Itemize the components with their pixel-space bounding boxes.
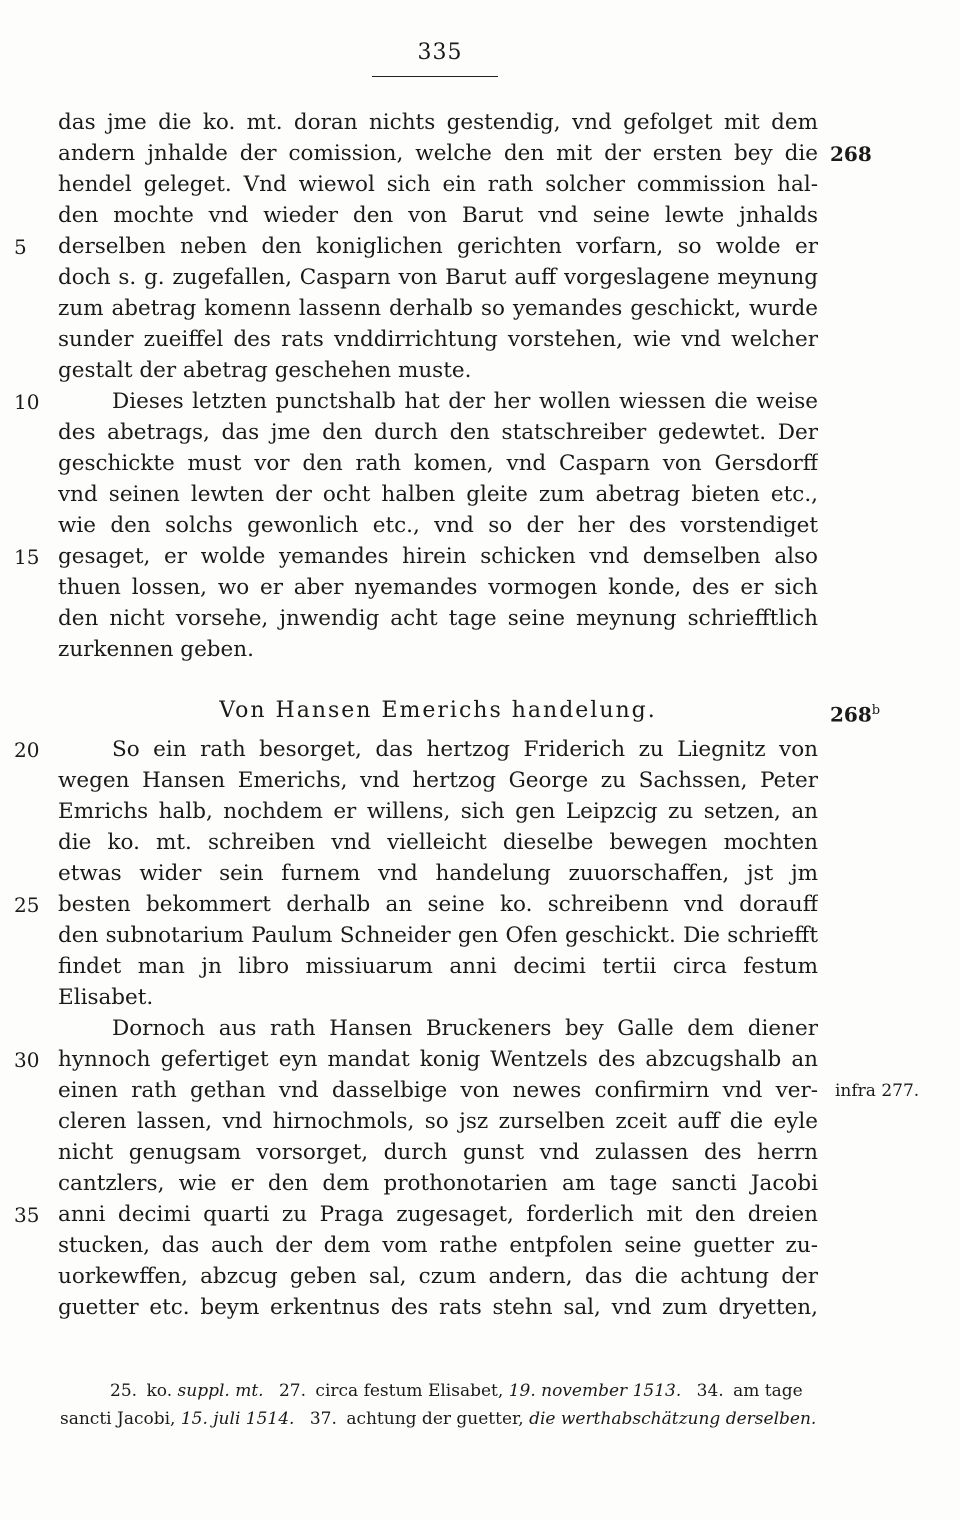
text-line: sunder zueiffel des rats vnddirrichtung vorstehen, wie vnd welcher: [58, 327, 818, 352]
cross-reference-note: infra 277.: [835, 1081, 920, 1101]
text-line: cleren lassen, vnd hirnochmols, so jsz zurselben zceit auff die eyle: [58, 1109, 818, 1134]
text-line: gesaget, er wolde yemandes hirein schicken vnd demselben also: [58, 544, 818, 569]
text-line: andern jnhalde der comission, welche den mit der ersten bey die: [58, 141, 818, 166]
footnote-line: [60, 1406, 830, 1432]
folio-reference: [830, 696, 940, 730]
footnote-text: circa festum Elisabet,: [315, 1381, 504, 1401]
footnote-translation: 15. juli 1514.: [180, 1409, 295, 1429]
footnote-number: 34.: [696, 1381, 724, 1401]
footnote-number: 25.: [110, 1381, 138, 1401]
text-line: etwas wider sein furnem vnd handelung zuuorschaffen, jst jm: [58, 861, 818, 886]
text-line: gestalt der abetrag geschehen muste.: [58, 358, 472, 383]
page-number-rule: [372, 76, 498, 77]
text-line: findet man jn libro missiuarum anni decimi tertii circa festum: [58, 954, 818, 979]
folio-reference-number: 268: [830, 702, 872, 727]
text-line: nicht genugsam vorsorget, durch gunst vnd zulassen des herrn: [58, 1140, 818, 1165]
text-line: Dieses letzten punctshalb hat der her wollen wiessen die weise: [112, 389, 818, 414]
line-number: 10: [14, 390, 40, 414]
text-line: guetter etc. beym erkentnus des rats stehn sal, vnd zum dryetten,: [58, 1295, 818, 1320]
text-line: vnd seinen lewten der ocht halben gleite zum abetrag bieten etc.,: [58, 482, 818, 507]
line-number: 25: [14, 893, 40, 917]
text-line: wie den solchs gewonlich etc., vnd so der her des vorstendiget: [58, 513, 818, 538]
footnote-translation: die werthabschätzung derselben.: [529, 1409, 817, 1429]
line-number: 35: [14, 1203, 40, 1227]
text-line: derselben neben den koniglichen gerichten vorfarn, so wolde er: [58, 234, 818, 259]
text-line: So ein rath besorget, das hertzog Friderich zu Liegnitz von: [112, 737, 818, 762]
text-line: die ko. mt. schreiben vnd vielleicht dieselbe bewegen mochten: [58, 830, 818, 855]
line-number: 30: [14, 1048, 40, 1072]
text-line: den nicht vorsehe, jnwendig acht tage seine meynung schriefftlich: [58, 606, 818, 631]
text-line: geschickte must vor den rath komen, vnd Casparn von Gersdorff: [58, 451, 818, 476]
footnote-text: achtung der guetter,: [346, 1409, 524, 1429]
text-line: zum abetrag komenn lassenn derhalb so yemandes geschickt, wurde: [58, 296, 818, 321]
text-line: den mochte vnd wieder den von Barut vnd seine lewte jnhalds: [58, 203, 818, 228]
footnote-text: ko.: [146, 1381, 173, 1401]
text-line: anni decimi quarti zu Praga zugesaget, forderlich mit den dreien: [58, 1202, 818, 1227]
line-number: 15: [14, 545, 40, 569]
text-line: besten bekommert derhalb an seine ko. schreibenn vnd dorauff: [58, 892, 818, 917]
text-line: hynnoch gefertiget eyn mandat konig Wentzels des abzcugshalb an: [58, 1047, 818, 1072]
footnote-line: [60, 1378, 830, 1404]
section-heading: Von Hansen Emerichs handelung.: [219, 698, 657, 723]
footnote-translation: 19. november 1513.: [508, 1381, 682, 1401]
text-line: Dornoch aus rath Hansen Bruckeners bey Galle dem diener: [112, 1016, 818, 1041]
text-line: wegen Hansen Emerichs, vnd hertzog George zu Sachssen, Peter: [58, 768, 818, 793]
footnote-text: am tage: [733, 1381, 803, 1401]
footnote-number: 27.: [278, 1381, 307, 1401]
text-line: doch s. g. zugefallen, Casparn von Barut auff vorgeslagene meynung: [58, 265, 818, 290]
text-line: uorkewffen, abzcug geben sal, czum andern, das die achtung der: [58, 1264, 818, 1289]
text-line: hendel geleget. Vnd wiewol sich ein rath solcher commission hal-: [58, 172, 818, 197]
footnote-number: 37.: [309, 1409, 337, 1429]
line-number: 5: [14, 235, 27, 259]
footnote-translation: suppl. mt.: [177, 1381, 264, 1401]
text-line: thuen lossen, wo er aber nyemandes vormogen konde, des er sich: [58, 575, 818, 600]
text-line: stucken, das auch der dem vom rathe entpfolen seine guetter zu-: [58, 1233, 818, 1258]
text-line: den subnotarium Paulum Schneider gen Ofen geschickt. Die schriefft: [58, 923, 818, 948]
line-number: 20: [14, 738, 40, 762]
text-line: einen rath gethan vnd dasselbige von newes confirmirn vnd ver-: [58, 1078, 818, 1103]
folio-reference-suffix: b: [871, 703, 881, 718]
text-line: Emrichs halb, nochdem er willens, sich gen Leipzcig zu setzen, an: [58, 799, 818, 824]
footnote-text: sancti Jacobi,: [60, 1409, 176, 1429]
text-line: des abetrags, das jme den durch den statschreiber gedewtet. Der: [58, 420, 818, 445]
text-line: zurkennen geben.: [58, 637, 254, 662]
text-line: das jme die ko. mt. doran nichts gestendig, vnd gefolget mit dem: [58, 110, 818, 135]
folio-reference: 268: [830, 142, 872, 166]
page-number: 335: [417, 40, 463, 65]
text-line: cantzlers, wie er den dem prothonotarien am tage sancti Jacobi: [58, 1171, 818, 1196]
text-line: Elisabet.: [58, 985, 154, 1010]
